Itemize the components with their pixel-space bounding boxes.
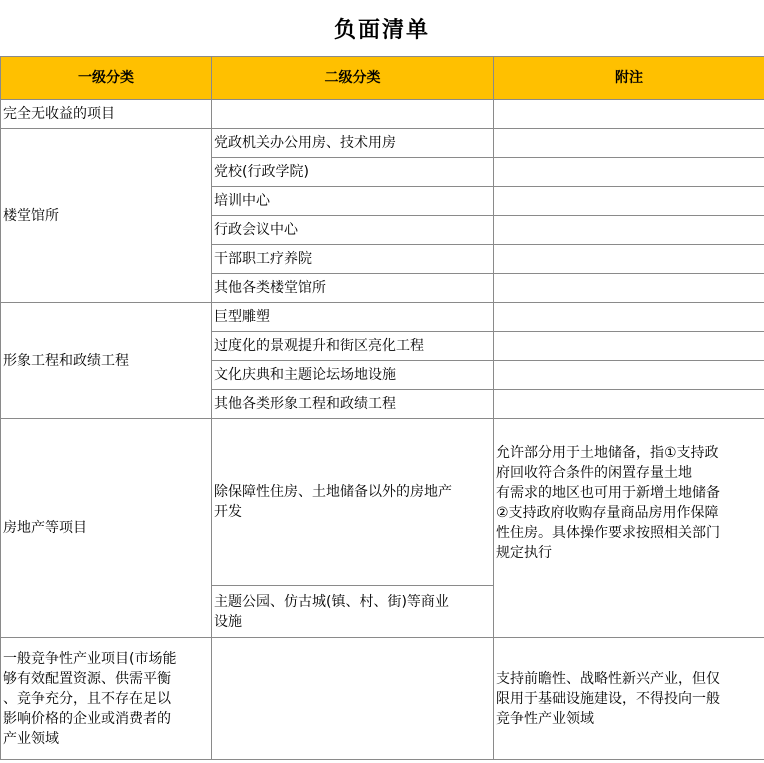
- note-cell: [494, 158, 764, 187]
- cat1-cell: 一般竞争性产业项目(市场能 够有效配置资源、供需平衡 、竞争充分，且不存在足以 影响价格的企业或消费者的 产业领域: [1, 638, 212, 760]
- cat2-cell: 巨型雕塑: [212, 303, 494, 332]
- cat2-cell: 培训中心: [212, 187, 494, 216]
- cat1-cell: 形象工程和政绩工程: [1, 303, 212, 419]
- note-cell: 允许部分用于土地储备，指①支持政 府回收符合条件的闲置存量土地 有需求的地区也可用于新增土地储备 ②支持政府收购存量商品房用作保障 性住房。具体操作要求按照相关部门 规定执行: [494, 419, 764, 638]
- table-row: [1, 419, 764, 586]
- table-row: [1, 303, 764, 332]
- note-cell: 支持前瞻性、战略性新兴产业，但仅 限用于基础设施建设，不得投向一般 竞争性产业领域: [494, 638, 764, 760]
- table-row: [1, 100, 764, 129]
- note-cell: [494, 129, 764, 158]
- note-cell: [494, 303, 764, 332]
- header-cat1: 一级分类: [1, 57, 212, 100]
- cat2-cell: 干部职工疗养院: [212, 245, 494, 274]
- note-cell: [494, 245, 764, 274]
- negative-list-table: [0, 56, 764, 760]
- table-header-row: [1, 57, 764, 100]
- note-cell: [494, 332, 764, 361]
- header-cat2: 二级分类: [212, 57, 494, 100]
- note-cell: [494, 216, 764, 245]
- cat2-cell: 除保障性住房、土地储备以外的房地产 开发: [212, 419, 494, 586]
- note-cell: [494, 361, 764, 390]
- table-row: [1, 129, 764, 158]
- note-cell: [494, 274, 764, 303]
- note-cell: [494, 100, 764, 129]
- note-cell: [494, 187, 764, 216]
- cat1-cell: 楼堂馆所: [1, 129, 212, 303]
- cat2-cell: 党校(行政学院): [212, 158, 494, 187]
- cat2-cell: [212, 100, 494, 129]
- note-cell: [494, 390, 764, 419]
- header-note: 附注: [494, 57, 764, 100]
- cat2-cell: 其他各类楼堂馆所: [212, 274, 494, 303]
- cat2-cell: 过度化的景观提升和街区亮化工程: [212, 332, 494, 361]
- cat1-cell: 房地产等项目: [1, 419, 212, 638]
- cat2-cell: 其他各类形象工程和政绩工程: [212, 390, 494, 419]
- cat2-cell: 行政会议中心: [212, 216, 494, 245]
- cat2-cell: [212, 638, 494, 760]
- cat1-cell: 完全无收益的项目: [1, 100, 212, 129]
- cat2-cell: 党政机关办公用房、技术用房: [212, 129, 494, 158]
- page-title: 负面清单: [333, 17, 430, 43]
- cat2-cell: 主题公园、仿古城(镇、村、街)等商业 设施: [212, 586, 494, 638]
- table-row: [1, 638, 764, 760]
- cat2-cell: 文化庆典和主题论坛场地设施: [212, 361, 494, 390]
